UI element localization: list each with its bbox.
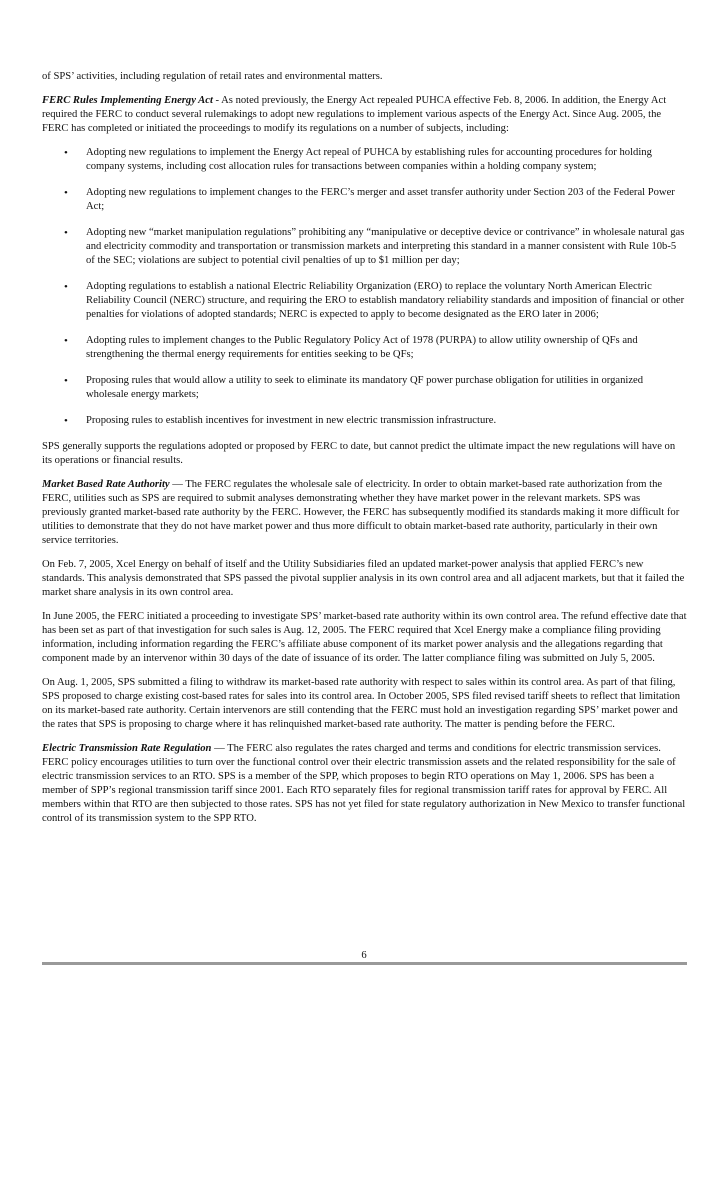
list-item-text: Adopting rules to implement changes to the Public Regulatory Policy Act of 1978 (PURPA) to allow utility ownership of QFs and strengthening the thermal energy requirements for entities seeking to be QFs; [86,335,638,360]
list-item [42,334,687,362]
paragraph-text: - As noted previously, the Energy Act repealed PUHCA effective Feb. 8, 2006. In addition, the Energy Act required the FERC to conduct several rulemakings to adopt new regulations to implement various aspects of the Energy Act. Since Aug. 2005, the FERC has completed or initiated the proceedings to modify its regulations on a number of subjects, including: [42,95,667,134]
list-item-text: Proposing rules that would allow a utility to seek to eliminate its mandatory QF power purchase obligation for utilities in organized wholesale energy markets; [86,375,644,400]
list-item [42,414,687,428]
paragraph-intro: of SPS’ activities, including regulation of retail rates and environmental matters. [42,71,383,82]
page-number: 6 [361,950,367,961]
list-item [42,146,687,174]
list-item [42,374,687,402]
bullet-icon: • [64,147,68,159]
list-item [42,226,687,268]
list-item-text: Proposing rules to establish incentives for investment in new electric transmission infrastructure. [86,415,497,426]
paragraph-text: — The FERC regulates the wholesale sale of electricity. In order to obtain market-based rate authorization from the FERC, utilities such as SPS are required to submit analyses demonstrating whether they have market power in the relevant markets. SPS was previously granted market-based rate authority by the FERC. However, the FERC has subsequently modified its standards making it more difficult for utilities to demonstrate that they do not have market power and thus more difficult to obtain market-based rate authority, particularly in their own service territories. [42,479,680,546]
list-item-text: Adopting new “market manipulation regulations” prohibiting any “manipulative or deceptive device or contrivance” in wholesale natural gas and electricity commodity and transportation or transmission markets and interpreting this standard in a manner consistent with Rule 10b-5 of the SEC; violations are subject to potential civil penalties of up to $1 million per day; [86,227,685,266]
bullet-icon: • [64,187,68,199]
list-item-text: Adopting regulations to establish a national Electric Reliability Organization (ERO) to replace the voluntary North American Electric Reliability Council (NERC) structure, and requiring the ERO to establish mandatory reliability standards and imposition of financial or other penalties for violations of adopted standards; NERC is expected to apply to become designated as the ERO later in 2006; [86,281,685,320]
section-heading-transmission: Electric Transmission Rate Regulation [42,743,212,754]
paragraph-transmission [42,742,687,826]
list-item-text: Adopting new regulations to implement the Energy Act repeal of PUHCA by establishing rules for accounting procedures for holding company systems, including cost allocation rules for transactions between companies within a holding company system; [86,147,652,172]
list-item [42,280,687,322]
paragraph-withdrawal: On Aug. 1, 2005, SPS submitted a filing to withdraw its market-based rate authority with respect to sales within its control area. As part of that filing, SPS proposed to charge existing cost-based rates for sales into its control area. In October 2005, SPS filed revised tariff sheets to reflect that limitation on its market-based rate authority. Certain intervenors are still contending that the FERC must hold an investigation regarding SPS’ market power and the rates that SPS is proposing to charge where it has relinquished market-based rate authority. The matter is pending before the FERC. [42,677,681,730]
paragraph-market-rate [42,478,687,548]
paragraph-text: — The FERC also regulates the rates charged and terms and conditions for electric transmission services. FERC policy encourages utilities to turn over the functional control over their electric transmission assets and the related responsibility for the sale of electric transmission services to an RTO. SPS is a member of the SPP, which proposes to begin RTO operations on May 1, 2006. SPS has been a member of SPP’s regional transmission tariff since 2001. Each RTO separately files for regional transmission tariff rates for approval by FERC. All members within that RTO are then subjected to those rates. SPS has not yet filed for state regulatory authorization in New Mexico to transfer functional control of its transmission system to the SPP RTO. [42,743,686,824]
bullet-icon: • [64,281,68,293]
paragraph-support: SPS generally supports the regulations adopted or proposed by FERC to date, but cannot predict the ultimate impact the new regulations will have on its operations or financial results. [42,441,676,466]
list-item [42,186,687,214]
section-heading-ferc-rules: FERC Rules Implementing Energy Act [42,95,213,106]
page-divider [42,962,687,965]
bullet-icon: • [64,415,68,427]
list-item-text: Adopting new regulations to implement changes to the FERC’s merger and asset transfer authority under Section 203 of the Federal Power Act; [86,187,675,212]
paragraph-xcel-analysis: On Feb. 7, 2005, Xcel Energy on behalf of itself and the Utility Subsidiaries filed an updated market-power analysis that applied FERC’s new standards. This analysis demonstrated that SPS passed the pivotal supplier analysis in its own control area and all adjacent markets, but that it failed the market share analysis in its own control area. [42,559,685,598]
paragraph-ferc-rules [42,94,687,136]
bullet-icon: • [64,335,68,347]
bullet-icon: • [64,375,68,387]
section-heading-market-rate: Market Based Rate Authority [42,479,170,490]
bullet-list [42,146,687,428]
paragraph-investigation: In June 2005, the FERC initiated a proceeding to investigate SPS’ market-based rate authority within its own control area. The refund effective date that has been set as part of that investigation for such sales is Aug. 12, 2005. The FERC required that Xcel Energy make a compliance filing providing information, including information regarding the FERC’s affiliate abuse component of its market power analysis and the allegations regarding that component made by an intervenor within 30 days of the date of issuance of its order. The latter compliance filing was submitted on July 5, 2005. [42,611,687,664]
bullet-icon: • [64,227,68,239]
document-body [42,70,687,836]
